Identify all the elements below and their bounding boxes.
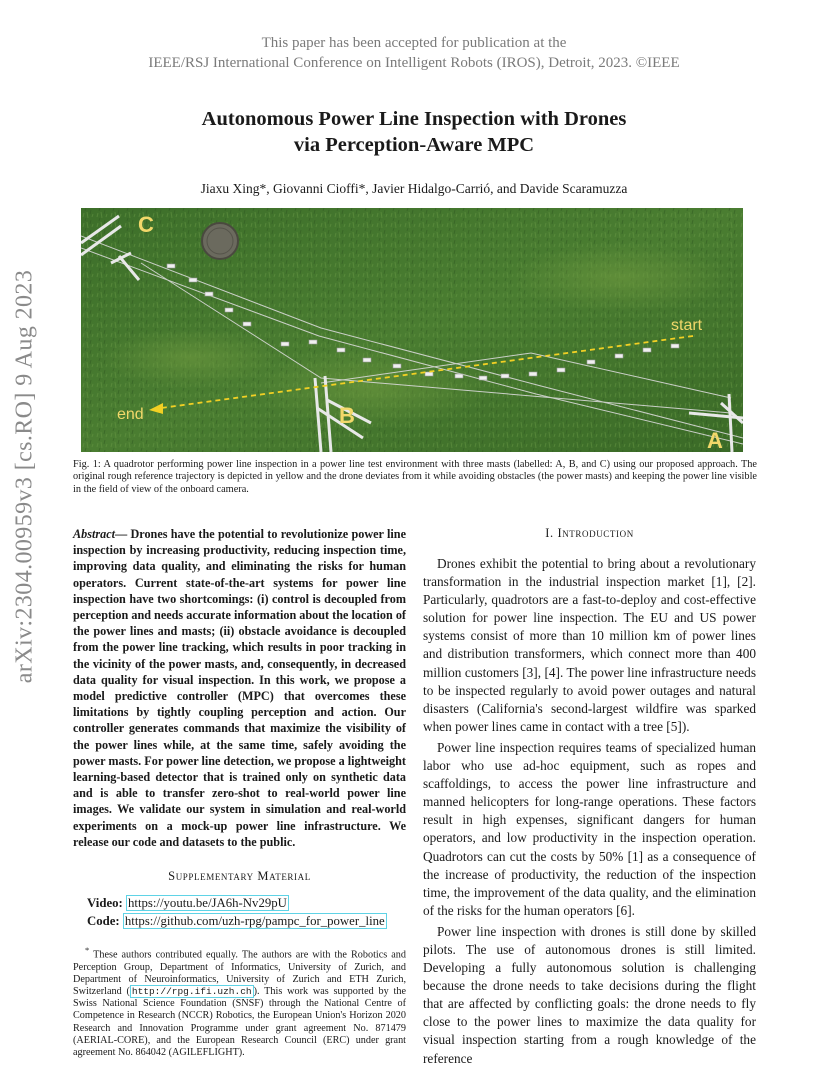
intro-heading-text: Introduction: [557, 526, 634, 540]
abstract: [73, 526, 406, 850]
label-mast-a: A: [707, 428, 723, 452]
paper-title: [0, 106, 828, 158]
abstract-text: — Drones have the potential to revolutionize power line inspection by increasing productivity, reducing inspection time, improving data quality, and eliminating the risks for human operators. Current state-of-the-art systems for power line inspection have two shortcomings: (i) control is decoupled from perception and needs accurate information about the location of the power lines and masts; (ii) obstacle avoidance is decoupled from the power line tracking, which results in poor tracking in the vicinity of the power masts, and, consequently, in decreased data quality for visual inspection. In this work, we propose a model predictive controller (MPC) that overcomes these limitations by tightly coupling perception and action. Our controller generates commands that maximize the visibility of the power lines while, at the same time, safely avoiding the power masts. For power line detection, we propose a lightweight learning-based detector that is trained only on synthetic data and is able to transfer zero-shot to real-world power line images. We validate our system in simulation and real-world experiments on a mock-up power line infrastructure. We release our code and datasets to the public.: [73, 527, 406, 849]
intro-heading-number: I.: [545, 526, 554, 540]
intro-paragraph-1: Drones exhibit the potential to bring about a revolutionary transformation in the industrial inspection market [1], [2]. Particularly, quadrotors are a fast-to-deploy and cost-effective solution for power line inspection. The EU and US power systems consist of more than 10 million km of power lines and distribution transformers, which connect more than 400 million customers [3], [4]. The power line infrastructure needs to be inspected regularly to avoid power outages and natural disasters (California's second-largest wildfire was sparked when power lines came in contact with a tree [5]).: [423, 556, 756, 734]
left-column: [73, 526, 406, 1059]
footnote-marker: *: [85, 945, 90, 956]
notice-line-1: This paper has been accepted for publication at the: [261, 35, 567, 51]
intro-paragraph-2: Power line inspection requires teams of specialized human labor who use ad-hoc equipment, such as ropes and scaffoldings, to access the power line infrastructure and manned helicopters for long-range operations. These factors result in high expenses, significant dangers for human operators, and low productivity in the inspection operation. Quadrotors can cut the costs by 50% [1] as a consequence of the increase of productivity, the reduction of the inspection time, the improvement of the data quality, and the elimination of the risks for the human operators [6].: [423, 739, 756, 918]
video-label: Video:: [87, 896, 123, 911]
intro-paragraph-3: Power line inspection with drones is still done by skilled pilots. The use of autonomous drones is still limited. Developing a fully autonomous solution is challenging because the drone needs to take decisions during the flight that are affected by conflicting goals: the drone needs to fly close to the power lines to maximize the data quality for visual inspection starting from a rough knowledge of the reference: [423, 923, 756, 1066]
author-footnote: [73, 944, 406, 1059]
supplementary-code: [73, 912, 406, 930]
publication-notice: [0, 33, 828, 73]
label-start: start: [671, 317, 703, 334]
right-column: [423, 526, 756, 1068]
label-mast-c: C: [138, 212, 154, 237]
author-list: Jiaxu Xing*, Giovanni Cioffi*, Javier Hidalgo-Carrió, and Davide Scaramuzza: [200, 181, 628, 196]
code-link[interactable]: https://github.com/uzh-rpg/pampc_for_power_line: [124, 914, 385, 929]
figure-1-photo: [81, 208, 743, 452]
footnote-text-after: ). This work was supported by the Swiss National Science Foundation (SNSF) through the National Centre of Competence in Research (NCCR) Robotics, the European Union's Horizon 2020 Research and Innovation Programme under grant agreement No. 871479 (AERIAL-CORE), and the European Research Council (ERC) under grant agreement No. 864042 (AGILEFLIGHT).: [73, 986, 406, 1059]
power-line-test-scene: [81, 208, 743, 452]
label-mast-b: B: [339, 403, 355, 428]
footnote-text-before: These authors contributed equally. The authors are with the Robotics and Perception Group, Department of Informatics, University of Zurich, and Department of Neuroinformatics, University of Zurich and ETH Zurich, Switzerland (: [73, 949, 406, 998]
label-end: end: [117, 406, 144, 423]
title-line-1: Autonomous Power Line Inspection with Drones: [201, 108, 627, 130]
introduction-heading: [423, 526, 756, 541]
lab-website-link[interactable]: http://rpg.ifi.uzh.ch: [131, 986, 252, 998]
figure-1-caption: Fig. 1: A quadrotor performing power line inspection in a power line test environment with three masts (labelled: A, B, and C) using our proposed approach. The original rough reference trajectory is depicted in yellow and the drone deviates from it while avoiding obstacles (the power masts) and keeping the power line visible in the field of view of the onboard camera.: [73, 459, 757, 495]
video-link[interactable]: https://youtu.be/JA6h-Nv29pU: [127, 896, 287, 911]
supplementary-video: [73, 894, 406, 912]
code-label: Code:: [87, 914, 120, 929]
abstract-label: Abstract: [73, 527, 115, 541]
notice-line-2: IEEE/RSJ International Conference on Intelligent Robots (IROS), Detroit, 2023. ©IEEE: [148, 55, 680, 71]
supplementary-heading: Supplementary Material: [168, 869, 311, 884]
title-line-2: via Perception-Aware MPC: [293, 134, 535, 156]
arxiv-stamp: arXiv:2304.00959v3 [cs.RO] 9 Aug 2023: [11, 269, 38, 684]
